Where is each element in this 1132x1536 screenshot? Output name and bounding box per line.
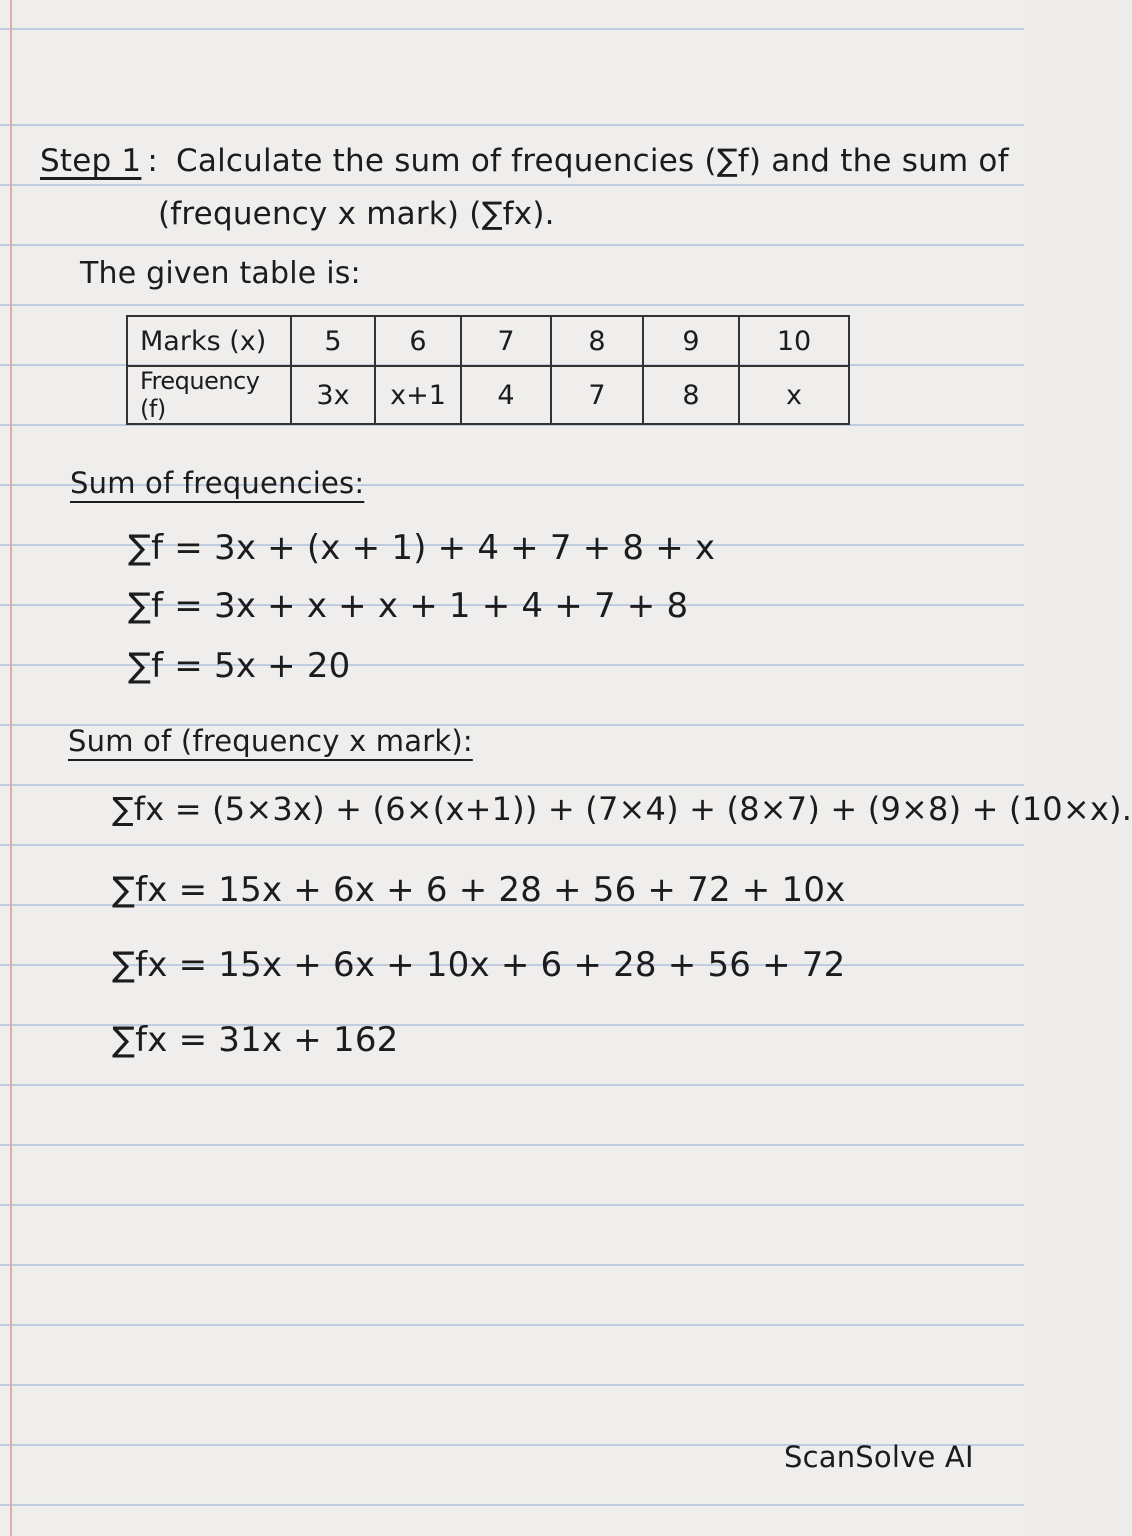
table-row [127,316,849,366]
sum-fx-heading: Sum of (frequency x mark): [68,724,473,758]
table-cell: 8 [643,366,739,424]
frequency-table [126,315,850,425]
table-cell: 6 [375,316,461,366]
table-cell: 8 [551,316,643,366]
step-line-1: Calculate the sum of frequencies (∑f) and the sum of [176,143,1009,179]
table-cell: 4 [461,366,551,424]
step-colon: : [147,143,159,179]
table-cell: 3x [291,366,375,424]
margin-line [10,0,12,1536]
step-label: Step 1 [40,143,142,179]
table-cell: x+1 [375,366,461,424]
table-cell: 9 [643,316,739,366]
table-cell: 10 [739,316,849,366]
row-header-frequency: Frequency (f) [127,366,291,424]
table-row [127,366,849,424]
table-cell: 5 [291,316,375,366]
row-header-marks: Marks (x) [127,316,291,366]
equation-line: ∑fx = 15x + 6x + 10x + 6 + 28 + 56 + 72 [112,945,846,985]
equation-line: ∑f = 3x + x + x + 1 + 4 + 7 + 8 [128,586,689,626]
table-cell: 7 [461,316,551,366]
equation-line: ∑fx = (5×3x) + (6×(x+1)) + (7×4) + (8×7) + (9×8) + (10×x). [112,790,1132,828]
step-line-2: (frequency x mark) (∑fx). [158,196,555,232]
table-cell: 7 [551,366,643,424]
brand-signature: ScanSolve AI [784,1440,974,1474]
equation-line: ∑f = 5x + 20 [128,646,351,686]
step-title [40,143,1009,179]
equation-line: ∑fx = 31x + 162 [112,1020,399,1060]
equation-line: ∑f = 3x + (x + 1) + 4 + 7 + 8 + x [128,528,716,568]
equation-line: ∑fx = 15x + 6x + 6 + 28 + 56 + 72 + 10x [112,870,846,910]
sum-frequencies-heading: Sum of frequencies: [70,466,365,500]
table-cell: x [739,366,849,424]
table-intro: The given table is: [80,256,361,291]
